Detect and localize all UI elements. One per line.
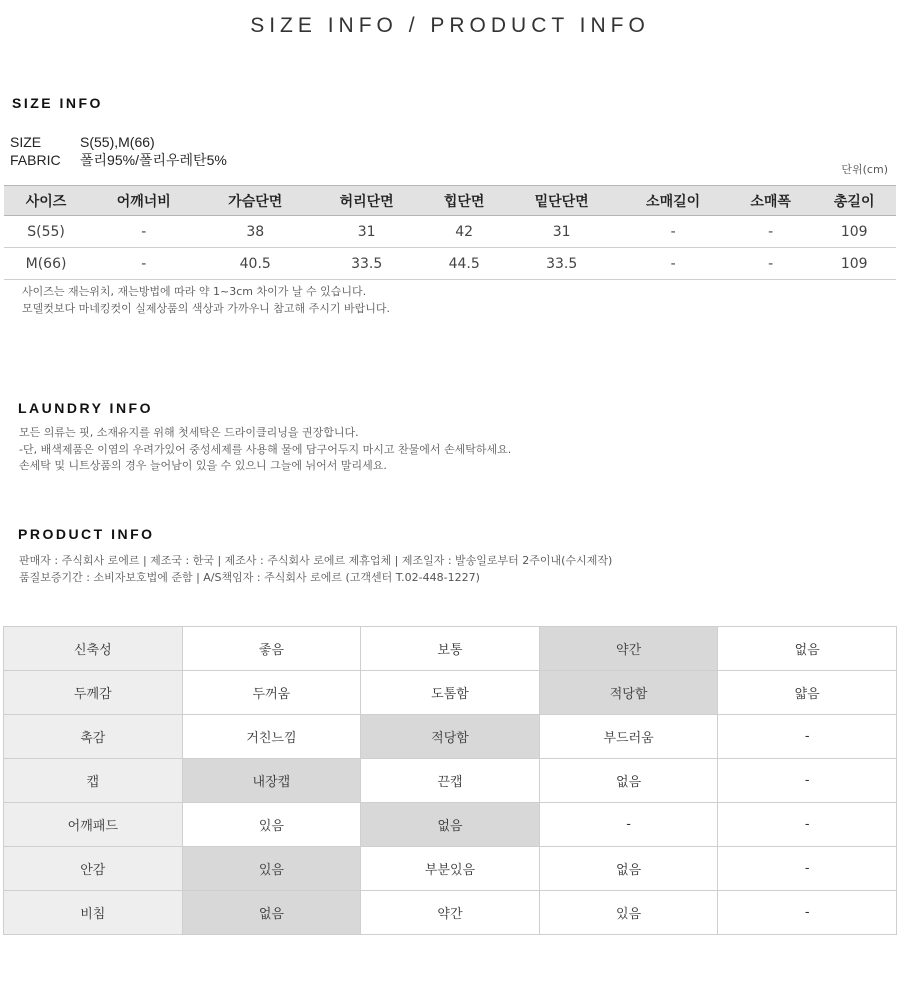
property-row <box>4 847 897 891</box>
size-table-header: 소매폭 <box>729 186 813 216</box>
size-table-header: 총길이 <box>812 186 896 216</box>
table-cell: 38 <box>200 216 311 248</box>
table-cell: M(66) <box>4 248 88 280</box>
size-table-header: 가슴단면 <box>200 186 311 216</box>
table-cell: 109 <box>812 216 896 248</box>
property-row <box>4 671 897 715</box>
table-cell: - <box>617 216 728 248</box>
table-cell: S(55) <box>4 216 88 248</box>
property-option-selected: 있음 <box>182 847 361 891</box>
laundry-line: 손세탁 및 니트상품의 경우 늘어남이 있을 수 있으니 그늘에 뉘어서 말리세요. <box>19 459 387 472</box>
property-option-selected: 약간 <box>539 627 718 671</box>
laundry-line: -단, 배색제품은 이염의 우려가있어 중성세제를 사용해 물에 담구어두지 마시고 찬물에서 손세탁하세요. <box>19 442 512 456</box>
property-option: 약간 <box>361 891 540 935</box>
property-option-selected: 적당함 <box>539 671 718 715</box>
table-cell: 31 <box>506 216 617 248</box>
property-name: 비침 <box>4 891 183 935</box>
property-name: 캡 <box>4 759 183 803</box>
table-cell: 33.5 <box>506 248 617 280</box>
laundry-notes <box>19 425 511 475</box>
table-cell: - <box>729 216 813 248</box>
property-option: 도톰함 <box>361 671 540 715</box>
property-table <box>3 626 897 935</box>
property-option-selected: 없음 <box>182 891 361 935</box>
property-option: - <box>718 891 897 935</box>
table-cell: 31 <box>311 216 422 248</box>
size-table-header: 사이즈 <box>4 186 88 216</box>
size-info-heading: SIZE INFO <box>12 95 103 111</box>
property-option: 있음 <box>539 891 718 935</box>
laundry-line: 모든 의류는 핏, 소재유지를 위해 첫세탁은 드라이클리닝을 권장합니다. <box>19 426 359 439</box>
property-option: 거친느낌 <box>182 715 361 759</box>
property-option-selected: 적당함 <box>361 715 540 759</box>
table-cell: 44.5 <box>422 248 506 280</box>
table-cell: 109 <box>812 248 896 280</box>
property-row <box>4 715 897 759</box>
table-cell: 42 <box>422 216 506 248</box>
table-cell: - <box>617 248 728 280</box>
table-cell: - <box>88 248 199 280</box>
property-option: - <box>718 759 897 803</box>
size-table <box>4 185 896 280</box>
size-table-header: 소매길이 <box>617 186 728 216</box>
table-row <box>4 248 896 280</box>
property-name: 신축성 <box>4 627 183 671</box>
property-option-selected: 내장캡 <box>182 759 361 803</box>
size-table-header: 어깨너비 <box>88 186 199 216</box>
size-notes <box>22 284 390 317</box>
table-cell: - <box>729 248 813 280</box>
laundry-info-heading: LAUNDRY INFO <box>18 400 153 416</box>
fabric-value: 폴리95%/폴리우레탄5% <box>80 152 227 168</box>
property-option: 있음 <box>182 803 361 847</box>
size-table-header: 밑단단면 <box>506 186 617 216</box>
fabric-spec <box>10 150 227 170</box>
property-option: 두꺼움 <box>182 671 361 715</box>
table-cell: 33.5 <box>311 248 422 280</box>
property-row <box>4 627 897 671</box>
property-option: 없음 <box>718 627 897 671</box>
size-table-header: 힙단면 <box>422 186 506 216</box>
table-cell: - <box>88 216 199 248</box>
property-option: 보통 <box>361 627 540 671</box>
property-row <box>4 803 897 847</box>
property-option: - <box>539 803 718 847</box>
size-note: 사이즈는 재는위치, 재는방법에 따라 약 1~3cm 차이가 날 수 있습니다. <box>22 285 367 298</box>
product-notes <box>19 553 612 586</box>
property-option: 얇음 <box>718 671 897 715</box>
property-name: 두께감 <box>4 671 183 715</box>
property-option: 부드러움 <box>539 715 718 759</box>
size-note: 모델컷보다 마네킹컷이 실제상품의 색상과 가까우니 참고해 주시기 바랍니다. <box>22 301 391 315</box>
property-option-selected: 없음 <box>361 803 540 847</box>
table-row <box>4 216 896 248</box>
property-option: - <box>718 847 897 891</box>
size-table-header-row <box>4 186 896 216</box>
property-name: 안감 <box>4 847 183 891</box>
property-option: 끈캡 <box>361 759 540 803</box>
product-line: 판매자 : 주식회사 로에르 | 제조국 : 한국 | 제조사 : 주식회사 로에르 제휴업체 | 제조일자 : 발송일로부터 2주이내(수시제작) <box>19 554 613 567</box>
property-row <box>4 759 897 803</box>
table-cell: 40.5 <box>200 248 311 280</box>
property-name: 어깨패드 <box>4 803 183 847</box>
unit-label: 단위(cm) <box>841 163 888 176</box>
property-option: 부분있음 <box>361 847 540 891</box>
property-option: 좋음 <box>182 627 361 671</box>
size-spec <box>10 134 155 150</box>
property-option: - <box>718 715 897 759</box>
property-option: - <box>718 803 897 847</box>
size-table-header: 허리단면 <box>311 186 422 216</box>
property-row <box>4 891 897 935</box>
product-line: 품질보증기간 : 소비자보호법에 준함 | A/S책임자 : 주식회사 로에르 (고객센터 T.02-448-1227) <box>19 570 480 584</box>
property-name: 촉감 <box>4 715 183 759</box>
fabric-label: FABRIC <box>10 152 61 168</box>
product-info-heading: PRODUCT INFO <box>18 526 155 542</box>
size-label: SIZE <box>10 134 42 150</box>
size-value: S(55),M(66) <box>80 134 155 150</box>
property-option: 없음 <box>539 847 718 891</box>
property-option: 없음 <box>539 759 718 803</box>
page-title: SIZE INFO / PRODUCT INFO <box>250 14 650 37</box>
